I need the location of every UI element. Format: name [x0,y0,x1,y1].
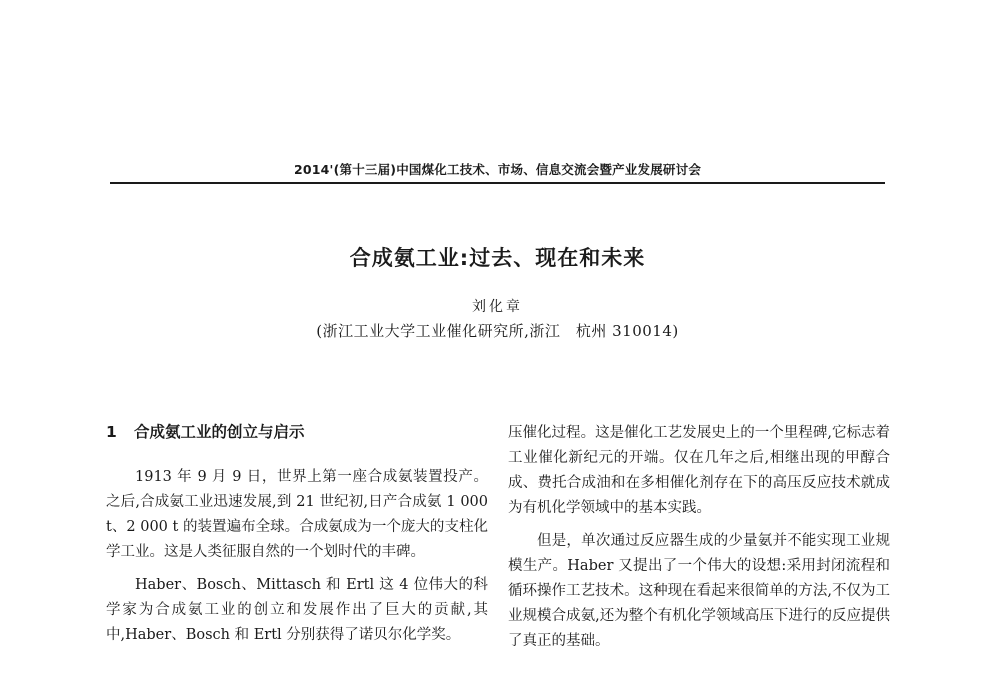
right-column [508,421,890,662]
header-rule [110,182,885,184]
paragraph: 但是，单次通过反应器生成的少量氨并不能实现工业规模生产。Haber 又提出了一个伟大的设想:采用封闭流程和循环操作工艺技术。这种现在看起来很简单的方法,不仅为工业规模合成氨,还为整个有机化学领域高压下进行的反应提供了真正的基础。 [508,533,890,649]
section-number: 1 [106,423,117,441]
paragraph: 1913 年 9 月 9 日，世界上第一座合成氨装置投产。之后,合成氨工业迅速发展,到 21 世纪初,日产合成氨 1 000 t、2 000 t 的装置遍布全球。合成氨成为一个庞大的支柱化学工业。这是人类征服自然的一个划时代的丰碑。 [106,469,488,560]
running-header: 2014'(第十三届)中国煤化工技术、市场、信息交流会暨产业发展研讨会 [293,162,702,177]
section-heading [106,420,488,445]
paragraph: 压催化过程。这是催化工艺发展史上的一个里程碑,它标志着工业催化新纪元的开端。仅在几年之后,相继出现的甲醇合成、费托合成油和在多相催化剂存在下的高压反应技术就成为有机化学领域中的基本实践。 [508,425,890,516]
author-name: 刘化章 [472,299,523,315]
paper-title: 合成氨工业:过去、现在和未来 [349,246,646,270]
author-affiliation: (浙江工业大学工业催化研究所,浙江 杭州 310014) [316,322,679,340]
paragraph: Haber、Bosch、Mittasch 和 Ertl 这 4 位伟大的科学家为合成氨工业的创立和发展作出了巨大的贡献,其中,Haber、Bosch 和 Ertl 分别获得了诺贝尔化学奖。 [106,577,488,643]
section-title: 合成氨工业的创立与启示 [134,423,305,441]
left-column [106,420,488,656]
